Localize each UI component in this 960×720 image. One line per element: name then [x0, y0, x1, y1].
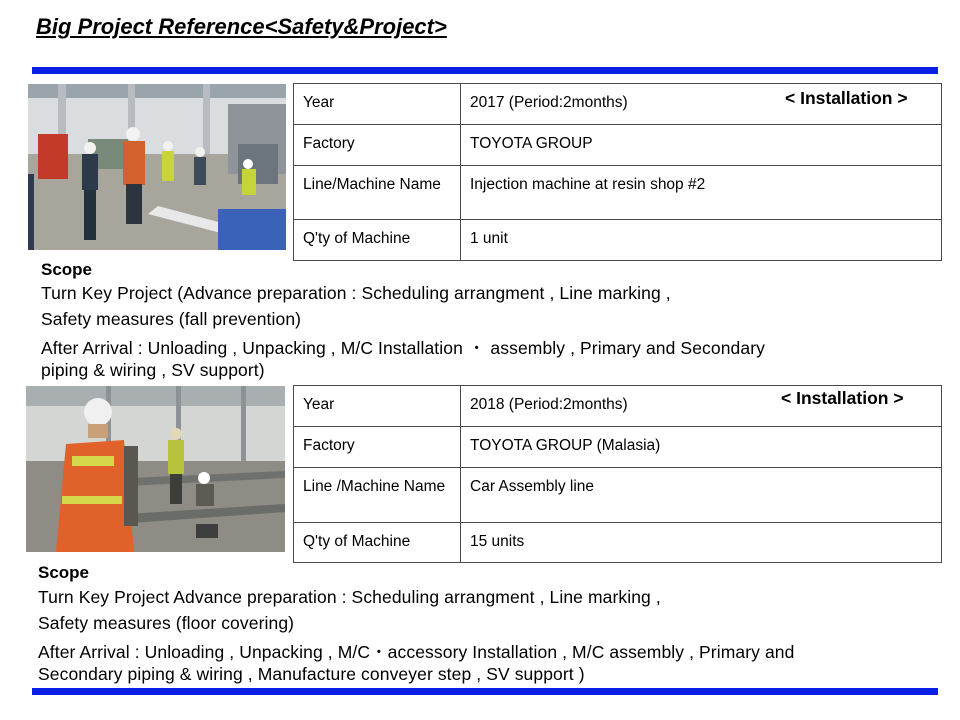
project-2-photo	[26, 386, 285, 552]
table-cell-label: Year	[294, 386, 461, 427]
project-1-table	[293, 83, 942, 261]
project-2-table	[293, 385, 942, 563]
project-2-scope-heading: Scope	[38, 563, 90, 582]
table-cell-value: 15 units	[461, 523, 942, 563]
bottom-divider	[32, 688, 938, 695]
table-cell-label: Q'ty of Machine	[294, 220, 461, 261]
project-1-scope-line: Turn Key Project (Advance preparation : Scheduling arrangment , Line marking ,	[41, 283, 671, 303]
page-title: Big Project Reference<Safety&Project>	[36, 14, 447, 39]
table-cell-value: Car Assembly line	[461, 468, 942, 523]
table-cell-label: Year	[294, 84, 461, 125]
project-1-scope-line: After Arrival : Unloading , Unpacking , M/C Installation ・ assembly , Primary and Secondary	[41, 338, 765, 358]
table-cell-label: Factory	[294, 427, 461, 468]
project-2-scope-line: Turn Key Project Advance preparation : Scheduling arrangment , Line marking ,	[38, 587, 661, 607]
table-cell-value: 2018 (Period:2months)	[461, 386, 942, 427]
project-2-installation-tag: < Installation >	[781, 388, 904, 408]
table-cell-label: Line/Machine Name	[294, 166, 461, 220]
project-1-photo	[28, 84, 286, 250]
table-cell-value: 2017 (Period:2months)	[461, 84, 942, 125]
table-cell-value: TOYOTA GROUP (Malasia)	[461, 427, 942, 468]
project-1-scope-heading: Scope	[41, 260, 93, 279]
project-1-scope-line: piping & wiring , SV support)	[41, 360, 265, 380]
project-2-scope-line: Secondary piping & wiring , Manufacture conveyer step , SV support )	[38, 664, 585, 684]
table-cell-label: Line /Machine Name	[294, 468, 461, 523]
project-1-scope-line: Safety measures (fall prevention)	[41, 309, 302, 329]
table-cell-label: Factory	[294, 125, 461, 166]
table-cell-value: TOYOTA GROUP	[461, 125, 942, 166]
table-cell-value: 1 unit	[461, 220, 942, 261]
project-1-installation-tag: < Installation >	[785, 88, 908, 108]
table-cell-value: Injection machine at resin shop #2	[461, 166, 942, 220]
table-cell-label: Q'ty of Machine	[294, 523, 461, 563]
top-divider	[32, 67, 938, 74]
project-2-scope-line: Safety measures (floor covering)	[38, 613, 295, 633]
project-2-scope-line: After Arrival : Unloading , Unpacking , M/C・accessory Installation , M/C assembly , Primary and	[38, 642, 795, 662]
